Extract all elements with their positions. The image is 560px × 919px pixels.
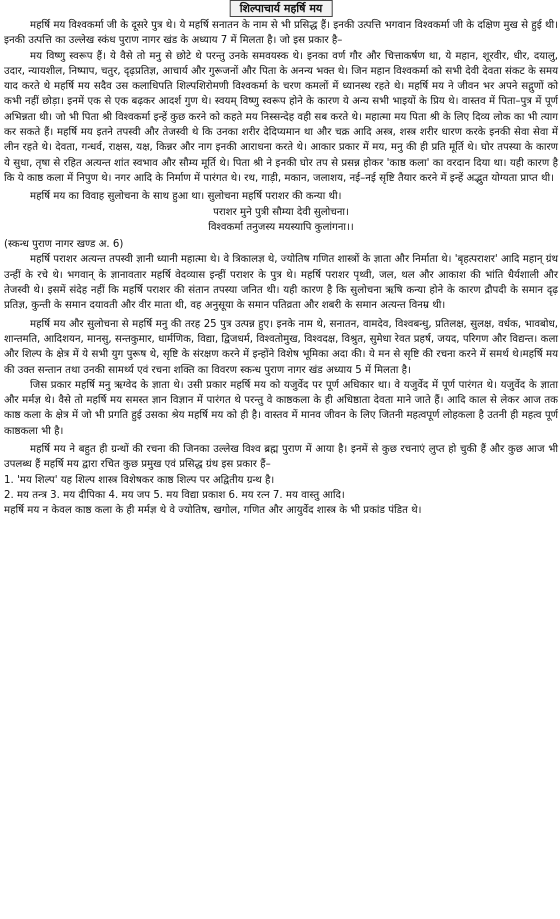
- page-title: शिल्पाचार्य महर्षि मय: [230, 0, 333, 17]
- verse-line-2: विश्वकर्मा तनुजस्य मयस्यापि कुलांगना।।: [208, 221, 354, 233]
- paragraph-marriage: महर्षि मय का विवाह सुलोचना के साथ हुआ था। सुलोचना महर्षि पराशर की कन्या थी।: [30, 191, 342, 203]
- works-list-item-2: 2. मय तन्त्र 3. मय दीपिका 4. मय जप 5. मय विद्या प्रकाश 6. मय रत्न 7. मय वास्तु आदि।: [4, 489, 345, 501]
- paragraph-sons: महर्षि मय और सुलोचना से महर्षि मनु की तरह 25 पुत्र उत्पन्न हुए। इनके नाम थे, सनातन, वामदेव, विश्वबन्धु, प्रतिलक्ष, सुलक्ष, वर्धक, भावबोध, शान्तमति, आदिशयन, मानसु, सन्तकुमार, धार्मणिक, विद्या, द्विजधर्म, विश्वतोमुख, विश्वदक्ष, विश्रुत, सुमेधा रेवत प्रहर्ष, जयद, परिगण और विद्यन्त। कला और शिल्प के क्षेत्र में ये सभी युग पुरूष थे, सृष्टि के संरक्षण करने में इन्होंने विशेष भूमिका अदा की। ये मन से सृष्टि की रचना करने में समर्थ थे।महर्षि मय की उक्त सन्तान तथा उनकी सामर्थ्य एवं रचना शक्ति का विवरण स्कन्ध पुराण नागर खंड अध्याय 5 में मिलता है।: [4, 318, 558, 376]
- works-list-item-1: 1. 'मय शिल्प' यह शिल्प शास्त्र विशेषकर काष्ठ शिल्प पर अद्वितीय ग्रन्थ है।: [4, 474, 275, 486]
- paragraph-works: महर्षि मय ने बहुत ही ग्रन्थों की रचना की जिनका उल्लेख विश्व ब्रह्म पुराण में आया है। इनमें से कुछ रचनाएं लुप्त हो चुकी हैं और कुछ आज भी उपलब्ध हैं महर्षि मय द्वारा रचित कुछ प्रमुख एवं प्रसिद्ध ग्रंथ इस प्रकार हैं–: [4, 444, 558, 471]
- paragraph-yajurveda: जिस प्रकार महर्षि मनु ऋग्वेद के ज्ञाता थे। उसी प्रकार महर्षि मय को यजुर्वेद पर पूर्ण अधिकार था। वे यजुर्वेद में पूर्ण पारंगत थे। यजुर्वेद के ज्ञाता और मर्मज्ञ थे। वैसे तो महर्षि मय समस्त ज्ञान विज्ञान में पारंगत थे परन्तु वे काष्ठकला के ही अधिष्ठाता देवता माने जाते हैं। आदि काल से लेकर आज तक काष्ठ कला के क्षेत्र में जो भी प्रगति हुई उसका श्रेय महर्षि मय को ही है। वास्तव में मानव जीवन के लिए जितनी महत्वपूर्ण लोहकला है उतनी ही महत्व पूर्ण काष्ठकला भी है।: [4, 379, 558, 437]
- paragraph-description: मय विष्णु स्वरूप हैं। ये वैसे तो मनु से छोटे थे परन्तु उनके समवयस्क थे। इनका वर्ण गौर और चित्ताकर्षण था, ये महान, शूरवीर, धीर, दयालु, उदार, न्यायशील, निष्पाप, चतुर, दृढ़प्रतिज्ञ, आचार्य और गुरूजनों और पिता के अनन्य भक्त थे। जिन महान विश्वकर्मा को सभी देवी देवता संकट के समय याद करते थे महर्षि मय सदैव उस कलाधिपति शिल्पशिरोमणी विश्वकर्मा के चरण कमलों में ध्यानस्थ रहते थे। महर्षि मय ने जीवन भर अपने सद्गुणों को कभी नहीं छोड़ा। इनमें एक से एक बढ़कर आदर्श गुण थे। स्वयम् विष्णु स्वरूप होने के कारण ये अन्य सभी भाइयों के प्रिय थे। वास्तव में पिता–पुत्र में पूर्ण अभिन्नता थी। जो भी पिता श्री विश्वकर्मा इन्हें कुछ करने को कहते मय निस्सन्देह वही सब करते थे। महात्मा मय पिता श्री के लिए दिव्य लोक का भी त्याग कर सकते हैं। महर्षि मय इतने तपस्वी और तेजस्वी थे कि उनका शरीर देदिप्यमान था और चक्र आदि अस्त्र, शस्त्र शरीर धारण करके इनकी सेवा सेवा में लीन रहते थे। देवता, गन्धर्व, राक्षस, यक्ष, किन्नर और नाग इनकी आराधना करते थे। आकार प्रकार में मय, मनु की ही प्रति मूर्ति थे। घोर तपस्या के कारण ये सुधा, तृषा से रहित अत्यन्त शांत स्वभाव और सौम्य मूर्ति थे। पिता श्री ने इनकी घोर तप से प्रसन्न होकर 'काष्ठ कला' का वरदान दिया था। यही कारण है कि ये काष्ठ कला में निपुण थे। नगर आदि के निर्माण में पारंगत थे। रथ, गाड़ी, मकान, जलाशय, नई–नई सृष्टि तैयार करने में इन्हें अद्भुत योग्यता प्राप्त थी।: [4, 50, 558, 184]
- source-citation: (स्कन्ध पुराण नागर खण्ड अ. 6): [4, 239, 124, 251]
- paragraph-closing: महर्षि मय न केवल काष्ठ कला के ही मर्मज्ञ थे वे ज्योतिष, खगोल, गणित और आयुर्वेद शास्त्र के भी प्रकांड पंडित थे।: [4, 505, 422, 517]
- paragraph-parashar: महर्षि पराशर अत्यन्त तपस्वी ज्ञानी ध्यानी महात्मा थे। वे त्रिकालज्ञ थे, ज्योतिष गणित शास्त्रों के ज्ञाता और निर्माता थे। 'बृहत्पराशर' आदि महान् ग्रंथ उन्हीं के रचे थे। भगवान् के ज्ञानावतार महर्षि वेदव्यास इन्हीं पराशर के पुत्र थे। महर्षि पराशर पृथ्वी, जल, थल और आकाश की भांति धैर्यशाली और तेजस्वी थे। इसमें संदेह नहीं कि महर्षि पराशर की संतान तपस्या जनित थी। यही कारण है कि सुलोचना ऋषि कन्या होने के कारण द्रौपदी के समान दृढ़ प्रतिज्ञ, कुन्ती के समान दयावती और वीर माता थी, वह अनुसूया के समान पतिव्रता और शबरी के समान अत्यन्त विनम्र थी।: [4, 254, 558, 312]
- paragraph-intro: महर्षि मय विश्वकर्मा जी के दूसरे पुत्र थे। ये महर्षि सनातन के नाम से भी प्रसिद्ध हैं। इनकी उत्पत्ति भगवान विश्वकर्मा जी के दक्षिण मुख से हुई थी। इनकी उत्पत्ति का उल्लेख स्कंध पुराण नागर खंड के अध्याय 7 में मिलता है। जो इस प्रकार है–: [4, 20, 558, 47]
- title-bar: [4, 0, 558, 18]
- verse-line-1: पराशर मुने पुत्री सौम्या देवी सुलोचना।: [213, 206, 349, 218]
